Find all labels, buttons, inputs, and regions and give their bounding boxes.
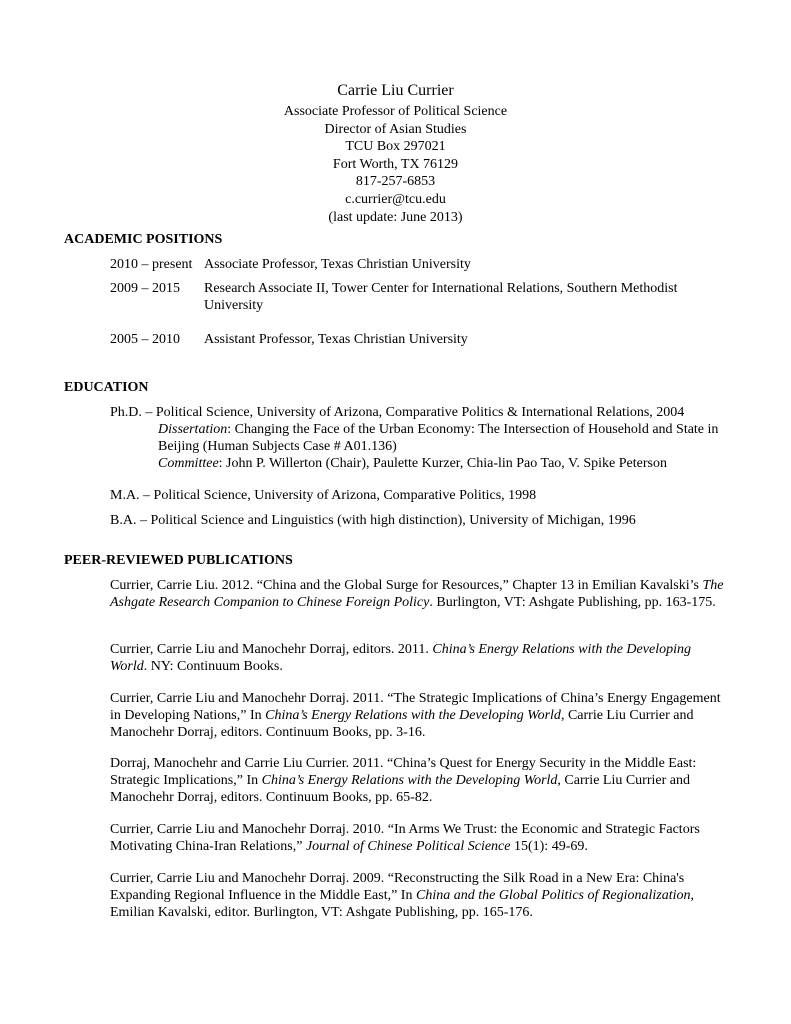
publication-title-italic: China and the Global Politics of Regionalization (415, 888, 691, 903)
publication-entry (110, 755, 730, 806)
publication-entry (110, 870, 730, 921)
publication-text: 15(1): 49-69. (510, 839, 588, 854)
publication-text: . Burlington, VT: Ashgate Publishing, pp. 163-175. (429, 595, 716, 610)
publication-text: , Carrie Liu Currier and Manochehr Dorraj, editors. Continuum Books, pp. 3-16. (110, 708, 694, 740)
publication-text: Currier, Carrie Liu and Manochehr Dorraj, editors. 2011. (110, 642, 433, 657)
publication-entry (110, 641, 730, 675)
email-address: c.currier@tcu.edu (345, 191, 446, 207)
publication-title-italic: The Ashgate Research Companion to Chinese Foreign Policy (110, 578, 724, 610)
person-name: Carrie Liu Currier (337, 82, 454, 99)
publication-text: , Carrie Liu Currier and Manochehr Dorraj, editors. Continuum Books, pp. 65-82. (110, 773, 690, 805)
education-phd (110, 404, 730, 472)
section-heading-education: EDUCATION (64, 380, 149, 395)
publication-entry (110, 690, 730, 741)
city-state-zip: Fort Worth, TX 76129 (332, 156, 459, 172)
phd-committee (110, 455, 730, 472)
position-years: 2005 – 2010 (110, 332, 180, 347)
publication-text: Currier, Carrie Liu. 2012. “China and the Global Surge for Resources,” Chapter 13 in Emilian Kavalski’s (110, 578, 703, 593)
position-years: 2010 – present (110, 257, 193, 272)
dissertation-text: : Changing the Face of the Urban Economy: The Intersection of Household and State in Beijing (Human Subjects Case # A01.136) (158, 422, 719, 454)
job-title: Associate Professor of Political Science (283, 104, 508, 119)
section-heading-academic-positions: ACADEMIC POSITIONS (64, 232, 223, 247)
committee-text: : John P. Willerton (Chair), Paulette Kurzer, Chia-lin Pao Tao, V. Spike Peterson (218, 456, 667, 471)
publication-entry (110, 577, 730, 611)
publication-text: Currier, Carrie Liu and Manochehr Dorraj. 2011. “The Strategic Implications of China’s Energy Engagement in Developing Nations,” In (110, 691, 721, 723)
education-ba: B.A. – Political Science and Linguistics (with high distinction), University of Michigan, 1996 (110, 513, 636, 528)
publication-title-italic: China’s Energy Relations with the Developing World (110, 642, 691, 674)
publication-text: Currier, Carrie Liu and Manochehr Dorraj. 2009. “Reconstructing the Silk Road in a New Era: China's Expanding Regional Influence in the Middle East,” In (110, 871, 685, 903)
publication-text: , Emilian Kavalski, editor. Burlington, VT: Ashgate Publishing, pp. 165-176. (110, 888, 695, 920)
position-years: 2009 – 2015 (110, 281, 180, 296)
phd-dissertation (110, 421, 730, 455)
publication-title-italic: China’s Energy Relations with the Developing World (261, 773, 558, 788)
dissertation-label: Dissertation (158, 422, 228, 437)
position-text: Assistant Professor, Texas Christian University (204, 332, 468, 347)
phd-degree: Ph.D. – Political Science, University of Arizona, Comparative Politics & International Relations, 2004 (110, 405, 685, 420)
education-ma: M.A. – Political Science, University of Arizona, Comparative Politics, 1998 (110, 488, 537, 503)
publication-title-italic: Journal of Chinese Political Science (305, 839, 511, 854)
position-text: Associate Professor, Texas Christian University (204, 257, 471, 272)
publication-text: Dorraj, Manochehr and Carrie Liu Currier. 2011. “China’s Quest for Energy Security in the Middle East: Strategic Implications,” In (110, 756, 697, 788)
position-text: Research Associate II, Tower Center for International Relations, Southern Methodist University (204, 281, 678, 313)
cv-header (0, 80, 791, 226)
committee-label: Committee (158, 456, 219, 471)
publication-text: Currier, Carrie Liu and Manochehr Dorraj. 2010. “In Arms We Trust: the Economic and Strategic Factors Motivating China-Iran Relations,” (110, 822, 700, 854)
last-update: (last update: June 2013) (328, 209, 463, 225)
phone-number: 817-257-6853 (355, 174, 436, 190)
section-heading-publications: PEER-REVIEWED PUBLICATIONS (64, 553, 293, 568)
job-role: Director of Asian Studies (324, 121, 467, 137)
publication-entry (110, 821, 730, 855)
publication-text: . NY: Continuum Books. (143, 659, 283, 674)
mail-box: TCU Box 297021 (345, 139, 446, 155)
publication-title-italic: China’s Energy Relations with the Developing World (265, 708, 561, 723)
